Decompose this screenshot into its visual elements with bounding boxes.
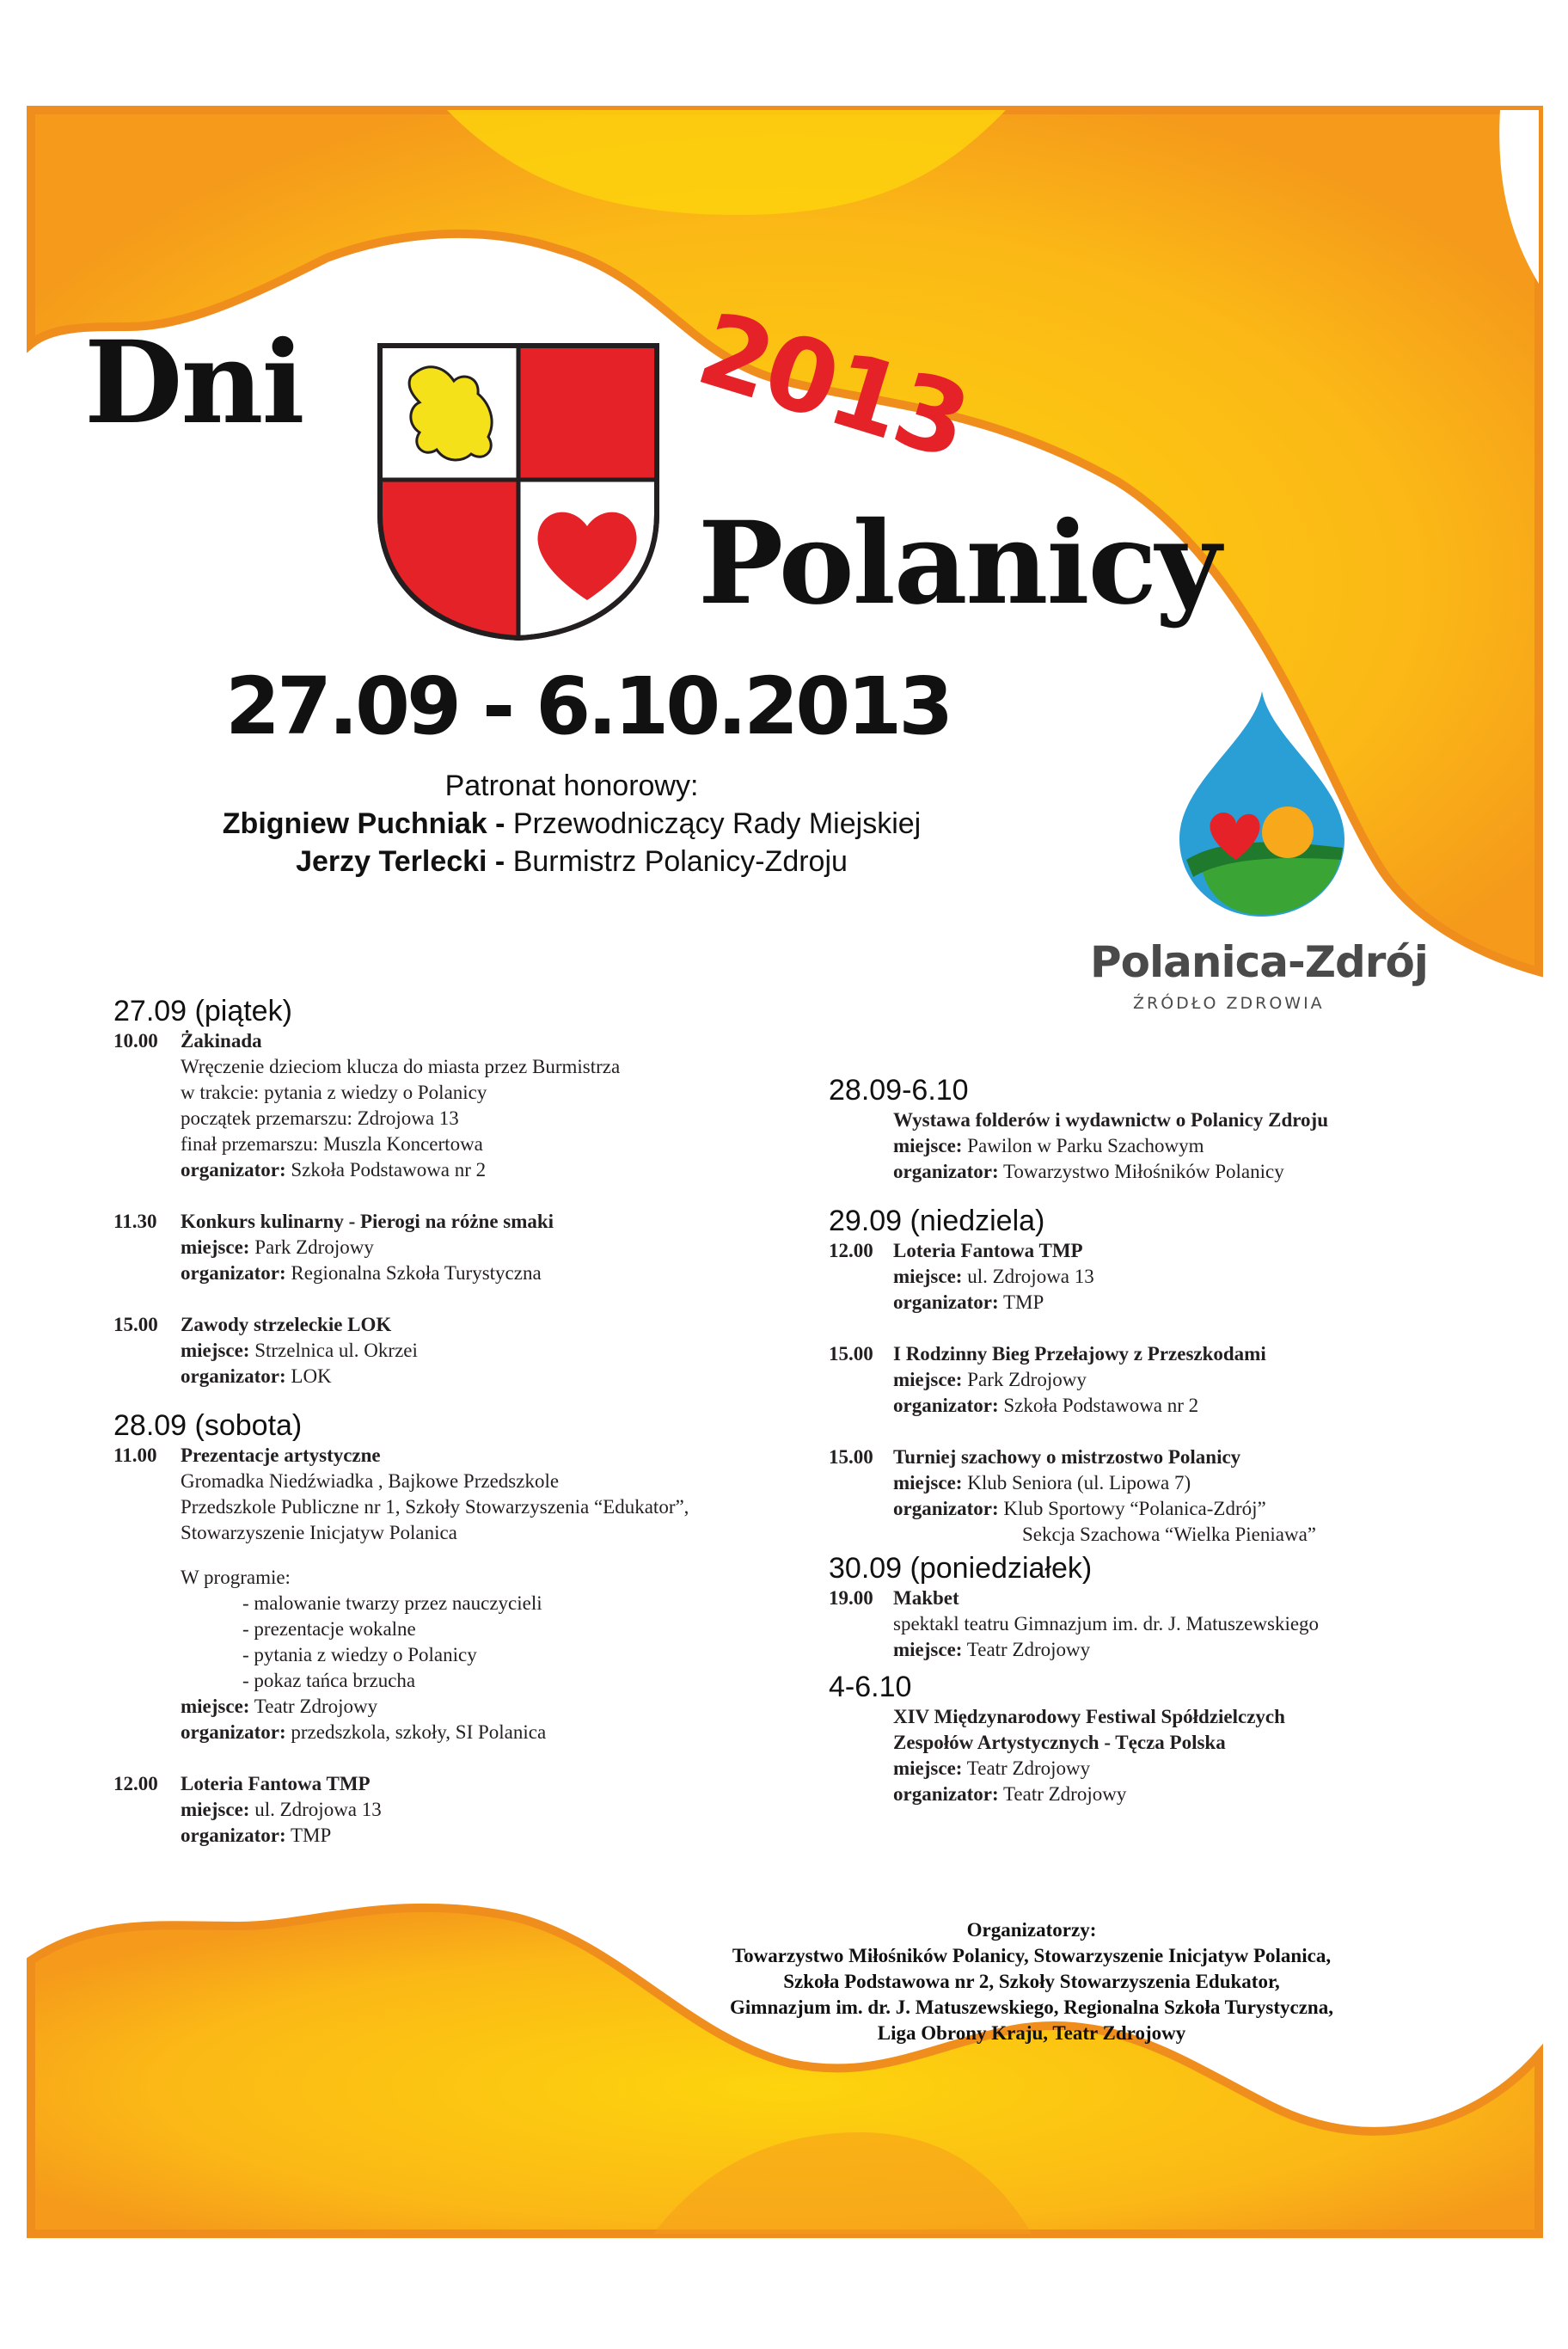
day-heading: 30.09 (poniedziałek) bbox=[829, 1552, 1093, 1585]
honorary-patronage bbox=[163, 767, 980, 880]
event-item bbox=[113, 1312, 767, 1389]
event-item bbox=[829, 1238, 1482, 1316]
event-line: Stowarzyszenie Inicjatyw Polanica bbox=[181, 1522, 457, 1543]
patronage-heading: Patronat honorowy: bbox=[444, 770, 699, 802]
event-item bbox=[829, 1107, 1482, 1185]
organizers-line: Liga Obrony Kraju, Teatr Zdrojowy bbox=[877, 2022, 1186, 2044]
event-name: Wystawa folderów i wydawnictw o Polanicy Zdroju bbox=[893, 1109, 1328, 1131]
event-organizer: organizator: Regionalna Szkoła Turystyczna bbox=[181, 1262, 542, 1284]
event-organizer: organizator: Szkoła Podstawowa nr 2 bbox=[181, 1159, 487, 1181]
program-item: - pytania z wiedzy o Polanicy bbox=[242, 1644, 477, 1665]
event-place: miejsce: Pawilon w Parku Szachowym bbox=[893, 1135, 1204, 1156]
event-place: miejsce: Park Zdrojowy bbox=[181, 1236, 374, 1258]
event-place: miejsce: Park Zdrojowy bbox=[893, 1369, 1087, 1390]
coat-of-arms-icon bbox=[377, 342, 660, 641]
event-organizer: organizator: Szkoła Podstawowa nr 2 bbox=[893, 1395, 1199, 1416]
event-name: Loteria Fantowa TMP bbox=[893, 1240, 1083, 1261]
event-place: miejsce: Strzelnica ul. Okrzei bbox=[181, 1340, 418, 1361]
festival-dates: 27.09 - 6.10.2013 bbox=[225, 660, 951, 752]
event-organizer: organizator: TMP bbox=[893, 1291, 1044, 1313]
logo-name: Polanica-Zdrój bbox=[1090, 937, 1428, 987]
event-organizer: organizator: TMP bbox=[181, 1825, 332, 1846]
event-item bbox=[829, 1704, 1482, 1807]
event-organizer: organizator: Klub Sportowy “Polanica-Zdrój” bbox=[893, 1498, 1266, 1519]
event-name: Prezentacje artystyczne bbox=[181, 1444, 381, 1466]
event-place: miejsce: Teatr Zdrojowy bbox=[181, 1696, 378, 1717]
event-time: 15.00 bbox=[113, 1314, 158, 1335]
event-item bbox=[113, 1771, 767, 1849]
title-polanicy: Polanicy bbox=[698, 497, 1220, 630]
event-item bbox=[829, 1585, 1482, 1663]
event-organizer: organizator: Teatr Zdrojowy bbox=[893, 1783, 1127, 1805]
day-heading: 28.09-6.10 bbox=[829, 1074, 969, 1107]
event-line: Gromadka Niedźwiadka , Bajkowe Przedszkole bbox=[181, 1470, 560, 1492]
organizers-block bbox=[602, 1917, 1461, 2046]
event-organizer: organizator: LOK bbox=[181, 1365, 332, 1387]
event-place: miejsce: Teatr Zdrojowy bbox=[893, 1757, 1091, 1779]
program-item: - malowanie twarzy przez nauczycieli bbox=[242, 1592, 542, 1614]
event-item bbox=[113, 1209, 767, 1286]
event-place: miejsce: Klub Seniora (ul. Lipowa 7) bbox=[893, 1472, 1191, 1493]
event-time: 10.00 bbox=[113, 1030, 158, 1052]
event-line: Wręczenie dzieciom klucza do miasta przez Burmistrza bbox=[181, 1056, 621, 1077]
event-name: Loteria Fantowa TMP bbox=[181, 1773, 371, 1794]
polanica-drop-logo-icon bbox=[1176, 688, 1348, 920]
event-item bbox=[113, 1443, 767, 1745]
program-item: - pokaz tańca brzucha bbox=[242, 1670, 416, 1691]
event-name: XIV Międzynarodowy Festiwal Spółdzielczych bbox=[893, 1706, 1285, 1727]
event-name: Turniej szachowy o mistrzostwo Polanicy bbox=[893, 1446, 1241, 1468]
patron-2: Jerzy Terlecki - Burmistrz Polanicy-Zdroju bbox=[296, 845, 848, 878]
schedule-right-column bbox=[829, 1073, 1482, 1807]
event-place: miejsce: ul. Zdrojowa 13 bbox=[181, 1799, 382, 1820]
title-dni: Dni bbox=[84, 316, 303, 450]
event-item bbox=[829, 1341, 1482, 1419]
organizers-line: Gimnazjum im. dr. J. Matuszewskiego, Regionalna Szkoła Turystyczna, bbox=[730, 1996, 1333, 2018]
event-item bbox=[113, 1028, 767, 1183]
event-organizer-2: Sekcja Szachowa “Wielka Pieniawa” bbox=[1022, 1524, 1317, 1545]
title-year: 2013 bbox=[685, 289, 981, 482]
event-time: 11.30 bbox=[113, 1211, 157, 1232]
event-time: 19.00 bbox=[829, 1587, 873, 1609]
patron-1: Zbigniew Puchniak - Przewodniczący Rady Miejskiej bbox=[222, 807, 922, 840]
day-heading: 29.09 (niedziela) bbox=[829, 1205, 1045, 1237]
event-name: Żakinada bbox=[181, 1030, 262, 1052]
event-name: Zespołów Artystycznych - Tęcza Polska bbox=[893, 1732, 1226, 1753]
event-line: Przedszkole Publiczne nr 1, Szkoły Stowarzyszenia “Edukator”, bbox=[181, 1496, 689, 1518]
event-name: I Rodzinny Bieg Przełajowy z Przeszkodami bbox=[893, 1343, 1266, 1365]
event-organizer: organizator: Towarzystwo Miłośników Polanicy bbox=[893, 1161, 1284, 1182]
day-heading: 28.09 (sobota) bbox=[113, 1409, 303, 1442]
day-heading: 27.09 (piątek) bbox=[113, 995, 292, 1027]
program-item: - prezentacje wokalne bbox=[242, 1618, 416, 1640]
logo-tagline: ŹRÓDŁO ZDROWIA bbox=[1133, 994, 1325, 1013]
event-name: Konkurs kulinarny - Pierogi na różne smaki bbox=[181, 1211, 554, 1232]
event-time: 12.00 bbox=[113, 1773, 158, 1794]
event-place: miejsce: ul. Zdrojowa 13 bbox=[893, 1266, 1094, 1287]
event-place: miejsce: Teatr Zdrojowy bbox=[893, 1639, 1091, 1660]
event-line: spektakl teatru Gimnazjum im. dr. J. Matuszewskiego bbox=[893, 1613, 1320, 1634]
event-organizer: organizator: przedszkola, szkoły, SI Polanica bbox=[181, 1721, 547, 1743]
day-heading: 4-6.10 bbox=[829, 1671, 912, 1703]
organizers-heading: Organizatorzy: bbox=[966, 1919, 1097, 1941]
event-time: 12.00 bbox=[829, 1240, 873, 1261]
event-line: finał przemarszu: Muszla Koncertowa bbox=[181, 1133, 483, 1155]
program-heading: W programie: bbox=[181, 1567, 291, 1588]
event-time: 11.00 bbox=[113, 1444, 157, 1466]
event-time: 15.00 bbox=[829, 1446, 873, 1468]
organizers-line: Towarzystwo Miłośników Polanicy, Stowarzyszenie Inicjatyw Polanica, bbox=[732, 1945, 1332, 1966]
event-name: Makbet bbox=[893, 1587, 959, 1609]
event-line: w trakcie: pytania z wiedzy o Polanicy bbox=[181, 1082, 487, 1103]
event-time: 15.00 bbox=[829, 1343, 873, 1365]
event-line: początek przemarszu: Zdrojowa 13 bbox=[181, 1107, 459, 1129]
organizers-line: Szkoła Podstawowa nr 2, Szkoły Stowarzyszenia Edukator, bbox=[783, 1971, 1280, 1992]
event-name: Zawody strzeleckie LOK bbox=[181, 1314, 392, 1335]
event-item bbox=[829, 1444, 1482, 1548]
schedule-left-column bbox=[113, 994, 767, 1849]
